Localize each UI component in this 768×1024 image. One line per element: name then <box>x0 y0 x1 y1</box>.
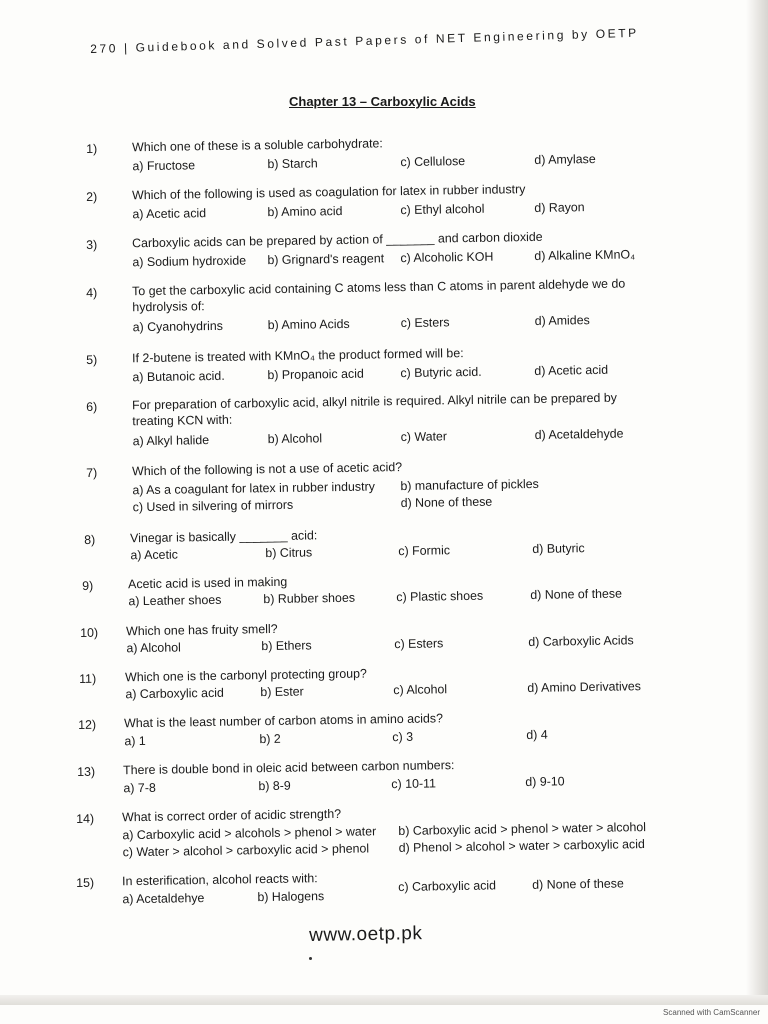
option-d: d) None of these <box>530 586 623 602</box>
question-number: 15) <box>76 875 95 890</box>
question-number: 12) <box>78 717 97 732</box>
option-c: c) Water > alcohol > carboxylic acid > phenol <box>122 841 370 860</box>
option-a: a) Fructose <box>132 158 196 174</box>
question-stem: Which one has fruity smell? <box>126 621 278 639</box>
option-b: b) Carboxylic acid > phenol > water > alcohol <box>398 820 647 838</box>
option-d: d) None of these <box>532 876 624 892</box>
question-stem: Acetic acid is used in making <box>128 574 288 592</box>
scanner-watermark: Scanned with CamScanner <box>663 1008 760 1017</box>
option-a: a) As a coagulant for latex in rubber industry <box>132 479 375 498</box>
option-b: b) Rubber shoes <box>263 590 356 607</box>
option-b: b) Starch <box>267 156 318 172</box>
question-number: 1) <box>86 141 98 156</box>
option-a: a) Butanoic acid. <box>132 368 225 385</box>
option-b: b) Ethers <box>261 638 312 654</box>
option-d: d) Phenol > alcohol > water > carboxylic acid <box>398 837 645 855</box>
question-stem: If 2-butene is treated with KMnO₄ the product formed will be: <box>132 346 464 366</box>
question-number: 14) <box>76 811 95 826</box>
option-a: a) Sodium hydroxide <box>132 253 247 270</box>
option-b: b) Citrus <box>265 545 313 561</box>
option-c: c) 10-11 <box>391 776 437 792</box>
option-a: a) Acetic acid <box>132 206 207 222</box>
option-d: d) Amylase <box>534 151 596 167</box>
option-b: b) Propanoic acid <box>267 366 364 383</box>
option-c: c) Alcohol <box>393 682 448 698</box>
option-b: b) Ester <box>260 684 304 700</box>
option-a: a) Carboxylic acid > alcohols > phenol > water <box>122 824 377 843</box>
option-d: d) Alkaline KMnO₄ <box>534 247 636 263</box>
option-b: b) Grignard's reagent <box>267 251 385 268</box>
question-number: 11) <box>79 671 97 686</box>
option-b: b) Amino Acids <box>267 316 350 333</box>
option-row <box>133 311 678 336</box>
question-number: 10) <box>80 625 99 640</box>
option-c: c) Formic <box>398 543 451 559</box>
question-number: 5) <box>86 352 98 367</box>
option-b: b) 2 <box>259 731 281 747</box>
option-c: c) Used in silvering of mirrors <box>132 497 294 515</box>
question-number: 2) <box>86 189 98 204</box>
option-c: c) Esters <box>394 636 444 652</box>
question-stem: To get the carboxylic acid containing C atoms less than C atoms in parent aldehyde we do hydrolysis of: <box>132 276 626 315</box>
option-a: a) Alcohol <box>126 640 181 656</box>
question-stem: Which one is the carbonyl protecting group? <box>125 666 367 685</box>
option-a: a) Carboxylic acid <box>125 685 224 702</box>
option-a: a) Acetaldehye <box>122 890 205 907</box>
option-c: c) Alcoholic KOH <box>400 249 494 266</box>
option-d: d) None of these <box>400 494 493 511</box>
option-a: a) Cyanohydrins <box>132 318 224 335</box>
option-d: d) Amino Derivatives <box>527 679 642 695</box>
question-stem: Which of the following is used as coagulation for latex in rubber industry <box>132 182 526 203</box>
option-c: c) Cellulose <box>400 154 466 170</box>
question-number: 3) <box>86 237 98 252</box>
option-c: c) Ethyl alcohol <box>400 201 485 218</box>
option-d: d) 9-10 <box>525 774 565 789</box>
option-a: a) Leather shoes <box>128 592 222 609</box>
question-stem: Vinegar is basically _______ acid: <box>130 528 318 546</box>
question-number: 6) <box>86 399 98 414</box>
option-d: d) Acetaldehyde <box>534 426 624 442</box>
option-b: b) 8-9 <box>258 778 291 794</box>
option-a: a) Acetic <box>130 547 179 563</box>
question-stem: Carboxylic acids can be prepared by action of _______ and carbon dioxide <box>132 229 543 251</box>
option-c: c) Butyric acid. <box>400 364 482 381</box>
question-stem: Which of the following is not a use of acetic acid? <box>132 460 403 479</box>
question-number: 4) <box>86 285 98 300</box>
option-c: c) Water <box>400 429 448 445</box>
chapter-title: Chapter 13 – Carboxylic Acids <box>289 94 476 109</box>
question-stem: What is the least number of carbon atoms in amino acids? <box>124 711 444 731</box>
option-a: a) 7-8 <box>123 780 156 796</box>
page-dot-mark <box>309 957 312 960</box>
option-c: c) Esters <box>400 315 450 331</box>
option-c: c) 3 <box>392 729 414 745</box>
option-b: b) Alcohol <box>267 431 323 447</box>
option-row <box>133 425 678 450</box>
option-c: c) Plastic shoes <box>396 588 484 605</box>
question-number: 13) <box>77 764 96 779</box>
footer-website: www.oetp.pk <box>309 923 423 946</box>
question-stem: In esterification, alcohol reacts with: <box>122 871 318 889</box>
option-d: d) Butyric <box>532 541 585 556</box>
option-d: d) 4 <box>526 727 548 742</box>
question-number: 8) <box>84 532 96 547</box>
option-c: c) Carboxylic acid <box>398 878 497 894</box>
option-d: d) Rayon <box>534 200 585 215</box>
option-a: a) Alkyl halide <box>132 433 210 449</box>
question-number: 7) <box>86 465 98 480</box>
option-b: b) manufacture of pickles <box>400 476 539 494</box>
option-d: d) Carboxylic Acids <box>528 633 634 649</box>
question-number: 9) <box>82 578 94 593</box>
question-stem: Which one of these is a soluble carbohydrate: <box>132 136 383 155</box>
option-a: a) 1 <box>124 733 146 749</box>
question-stem: There is double bond in oleic acid between carbon numbers: <box>123 758 455 778</box>
question-stem: What is correct order of acidic strength? <box>122 806 342 825</box>
running-header: 270 | Guidebook and Solved Past Papers of NET Engineering by OETP <box>90 25 639 56</box>
option-b: b) Halogens <box>257 889 325 905</box>
question-stem: For preparation of carboxylic acid, alkyl nitrile is required. Alkyl nitrile can be prepared by treating KCN with: <box>132 390 618 429</box>
option-b: b) Amino acid <box>267 203 343 220</box>
option-d: d) Acetic acid <box>534 362 609 378</box>
option-d: d) Amides <box>534 313 590 328</box>
